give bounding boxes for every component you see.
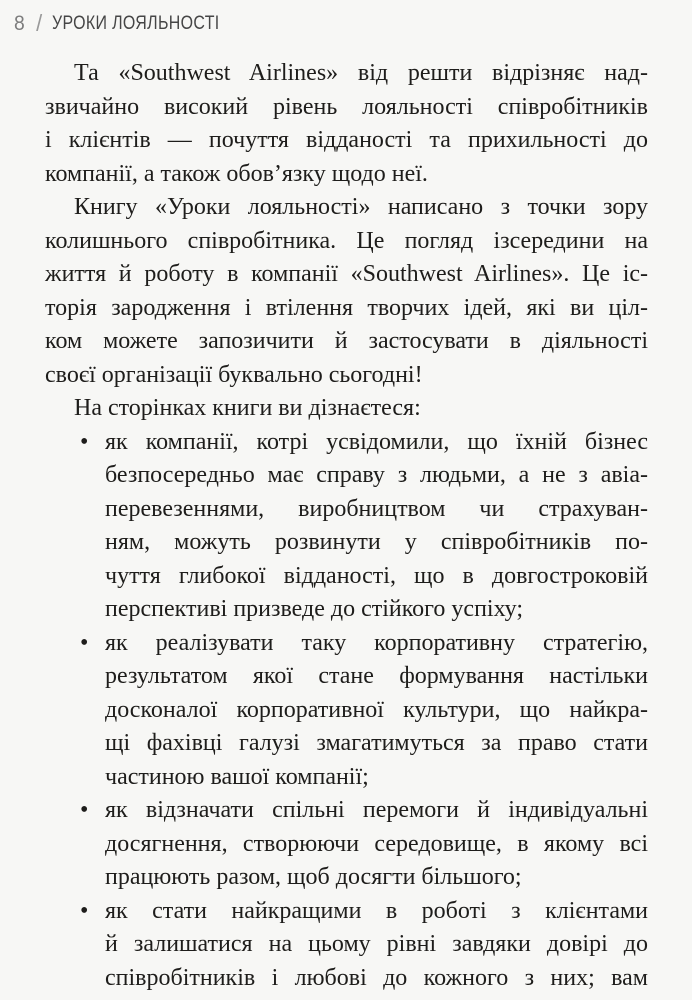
text-line: На сторінках книги ви дізнаєтеся: [74,395,421,421]
text-line: ням, можуть розвинути у співробітників по- [105,529,648,555]
text-line: звичайно високий рівень лояльності співробітників [45,93,648,120]
bullet-icon: • [80,797,89,823]
text-line: перевезеннями, виробництвом чи страхуван- [105,495,648,522]
text-line: перспективі призведе до стійкого успіху; [105,596,524,622]
text-line: щі фахівці галузі змагатимуться за право стати [105,730,648,756]
bullet-icon: • [80,897,89,924]
text-line: і клієнтів — почуття відданості та прихильності до [45,127,648,153]
text-line: Книгу «Уроки лояльності» написано з точки зору [74,194,648,220]
paragraph [45,191,648,392]
text-line: Та «Southwest Airlines» від решти відрізняє над- [74,60,648,86]
text-line: як стати найкращими в роботі з клієнтами [105,897,648,924]
text-line: як реалізувати таку корпоративну стратегію, [105,629,648,656]
text-line: своєї організації буквально сьогодні! [45,361,423,388]
text-line: ком можете запозичити й застосувати в діяльності [45,328,648,354]
bullet-item [45,426,648,627]
bullet-icon: • [80,629,89,656]
text-line: колишнього співробітника. Це погляд ізсередини на [45,227,648,254]
page-header [14,10,252,37]
text-line: частиною вашої компанії; [105,763,369,790]
text-line: співробітників і любові до кожного з них; вам [105,964,648,991]
text-line: життя й роботу в компанії «Southwest Airlines». Це іс- [45,261,648,287]
text-line: як компанії, котрі усвідомили, що їхній бізнес [105,428,648,455]
text-line: безпосередньо має справу з людьми, а не з авіа- [105,462,648,488]
bullet-item [45,794,648,895]
paragraph [45,392,648,426]
text-line: як відзначати спільні перемоги й індивідуальні [105,797,648,823]
page-number: 8 [14,11,25,35]
bullet-icon: • [80,428,89,455]
text-line: досконалої корпоративної культури, що найкра- [105,696,648,723]
text-line: працюють разом, щоб досягти більшого; [105,864,522,890]
bullet-item [45,895,648,996]
running-title: УРОКИ ЛОЯЛЬНОСТІ [52,12,220,34]
text-line: досягнення, створюючи середовище, в якому всі [105,830,648,857]
text-line: компанії, а також обов’язку щодо неї. [45,160,428,187]
text-line: торія зародження і втілення творчих ідей, які ви ціл- [45,294,648,321]
bullet-item [45,627,648,795]
text-line: чуття глибокої відданості, що в довгостроковій [105,562,648,589]
header-separator: / [35,10,42,36]
body-text [45,57,648,995]
paragraph [45,57,648,191]
text-line: й залишатися на цьому рівні завдяки довірі до [105,931,648,957]
text-line: результатом якої стане формування настільки [105,663,648,689]
